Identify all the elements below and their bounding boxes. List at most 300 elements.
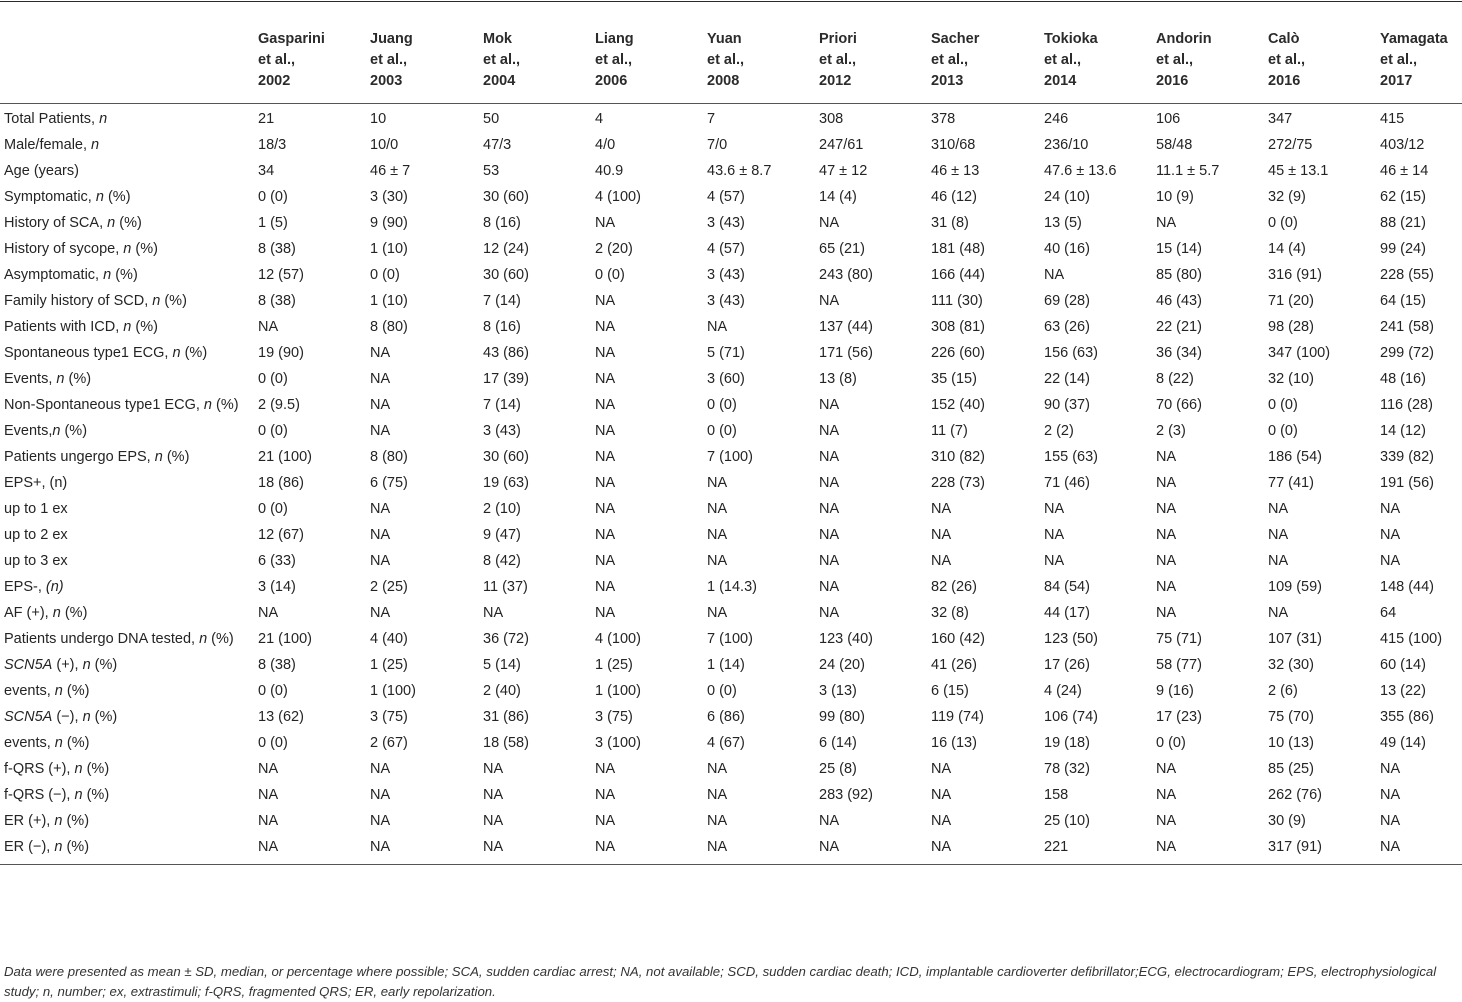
table-cell: 14 (4) [819,189,857,205]
table-row [0,158,1462,184]
table-cell: 40 (16) [1044,241,1090,257]
header-line: et al., [258,52,296,68]
row-label [0,782,254,808]
table-cell: 6 (86) [707,709,745,725]
table-cell: 109 (59) [1268,579,1323,595]
row-label-part: (%) [131,241,158,257]
row-label [0,392,254,418]
row-label [0,496,254,522]
table-row [0,340,1462,366]
table-cell: NA [595,501,616,517]
table-cell: 6 (33) [258,553,296,569]
table-cell: NA [931,501,952,517]
table-cell: NA [819,293,840,309]
row-label-part: (%) [180,345,208,361]
table-cell: 34 [258,163,275,179]
row-label-part: (%) [90,657,118,673]
study-comparison-table [0,26,1462,865]
table-cell: 0 (0) [707,683,737,699]
row-label-part: (%) [103,189,131,205]
table-cell: NA [707,475,728,491]
table-cell: 11 (7) [931,423,968,439]
table-cell: NA [1152,834,1264,865]
table-cell: NA [819,605,840,621]
row-label-part: n [52,605,61,621]
table-cell: 13 (22) [1380,683,1426,699]
header-line: et al., [1044,52,1082,68]
header-line: Tokioka [1044,31,1098,47]
table-cell: 99 (24) [1380,241,1426,257]
table-cell: NA [370,553,391,569]
table-cell: 4 (40) [370,631,408,647]
row-label-part: (+), [52,657,83,673]
table-cell: NA [370,397,391,413]
header-cell-study [254,26,366,104]
row-label-part: n [54,683,63,699]
table-cell: NA [707,553,728,569]
row-label-part: SCN5A [4,657,53,673]
table-cell: 9 (47) [483,527,521,543]
table-cell: 152 (40) [931,397,986,413]
table-row [0,132,1462,158]
table-cell: 2 (3) [1156,423,1186,439]
row-label [0,210,254,236]
table-cell: 2 (9.5) [258,397,300,413]
table-cell: 0 (0) [1268,397,1298,413]
table-cell: 347 (100) [1268,345,1331,361]
table-cell: NA [819,215,840,231]
header-line: Priori [819,31,857,47]
table-cell: NA [1156,449,1177,465]
table-cell: 75 (70) [1268,709,1314,725]
table-cell: NA [595,553,616,569]
table-cell: NA [819,813,840,829]
table-cell: 10 [370,111,387,127]
row-label-part: AF (+), [4,605,53,621]
table-cell: 1 (100) [370,683,416,699]
row-label-part: (%) [60,605,88,621]
table-cell: 166 (44) [931,267,986,283]
row-label-part: Events, [4,423,53,439]
row-label-part: (%) [162,449,190,465]
table-cell: 44 (17) [1044,605,1090,621]
table-cell: 106 (74) [1044,709,1099,725]
row-label-part: n [74,761,83,777]
table-cell: NA [819,475,840,491]
table-footnote: Data were presented as mean ± SD, median, or percentage where possible; SCA, sudden cardiac arrest; NA, not available; SCD, sudden cardiac death; ICD, implantable cardioverter defibrillator;ECG, electrocardiogram; EPS, electrophysiological study; n, number; ex, extrastimuli; f-QRS, fragmented QRS; ER, early repolarization. [4,964,1437,999]
table-cell: 7/0 [707,137,728,153]
header-cell-study [1264,26,1376,104]
row-label [0,704,254,730]
table-cell: NA [707,501,728,517]
row-label [0,574,254,600]
table-cell: NA [1380,813,1401,829]
table-cell: 0 (0) [258,423,288,439]
row-label-part: (%) [62,839,90,855]
table-cell: NA [595,527,616,543]
row-label-part: Asymptomatic, [4,267,104,283]
row-label-part: n [54,839,63,855]
table-row [0,704,1462,730]
table-cell: 221 [1040,834,1152,865]
table-cell: NA [595,761,616,777]
table-cell: 308 (81) [931,319,986,335]
table-cell: NA [1380,527,1401,543]
table-cell: 3 (43) [707,293,745,309]
table-cell: NA [819,423,840,439]
table-cell: 13 (62) [258,709,304,725]
table-cell: 243 (80) [819,267,874,283]
table-cell: 43 (86) [483,345,529,361]
header-line: Yamagata [1380,31,1448,47]
table-cell: NA [1156,579,1177,595]
header-line: Juang [370,31,413,47]
table-cell: NA [595,605,616,621]
table-cell: NA [258,787,279,803]
table-cell: NA [927,834,1040,865]
row-label [0,548,254,574]
table-cell: 8 (80) [370,319,408,335]
table-cell: 30 (60) [483,267,529,283]
table-cell: 2 (67) [370,735,408,751]
table-cell: 53 [483,163,500,179]
row-label-part: (%) [115,215,142,231]
row-label-part: (n) [45,579,64,595]
table-cell: 2 (10) [483,501,521,517]
table-cell: NA [1268,527,1289,543]
table-cell: NA [819,449,840,465]
row-label-part: n [56,371,65,387]
table-cell: NA [707,319,728,335]
table-cell: 19 (18) [1044,735,1090,751]
header-line: 2016 [1268,73,1301,89]
table-cell: 32 (30) [1268,657,1314,673]
table-cell: 4/0 [595,137,616,153]
table-cell: NA [1044,553,1065,569]
table-cell: 31 (86) [483,709,529,725]
table-row [0,600,1462,626]
table-cell: NA [1044,501,1065,517]
table-cell: NA [1156,761,1177,777]
table-cell: NA [931,553,952,569]
table-cell: 21 (100) [258,631,313,647]
table-cell: 3 (75) [595,709,633,725]
table-cell: 15 (14) [1156,241,1202,257]
row-label-part: (%) [131,319,158,335]
table-cell: 85 (25) [1268,761,1314,777]
table-cell: 228 (55) [1380,267,1435,283]
table-cell: 24 (10) [1044,189,1090,205]
header-line: 2004 [483,73,516,89]
row-label-part: History of sycope, [4,241,124,257]
table-cell: NA [370,371,391,387]
table-cell: 49 (14) [1380,735,1426,751]
table-cell: 8 (80) [370,449,408,465]
row-label-part: events, [4,683,55,699]
header-line: 2016 [1156,73,1189,89]
table-cell: NA [819,579,840,595]
table-cell: 3 (43) [707,267,745,283]
table-cell: 65 (21) [819,241,865,257]
row-label [0,104,254,133]
row-label [0,522,254,548]
row-label [0,834,254,865]
top-rule [0,1,1462,2]
table-cell: 64 [1380,605,1397,621]
table-cell: 45 ± 13.1 [1268,163,1329,179]
table-cell: 13 (5) [1044,215,1082,231]
header-line: et al., [595,52,633,68]
table-cell: 2 (2) [1044,423,1074,439]
row-label-part: up to 2 ex [4,527,68,543]
table-cell: 0 (0) [595,267,625,283]
table-cell: 98 (28) [1268,319,1314,335]
table-cell: 160 (42) [931,631,986,647]
table-cell: 64 (15) [1380,293,1426,309]
table-cell: 2 (6) [1268,683,1298,699]
row-label-part: Total Patients, [4,111,100,127]
row-label-part: (%) [90,709,118,725]
table-cell: NA [1156,605,1177,621]
table-cell: 0 (0) [1156,735,1186,751]
row-label-part: n [123,241,132,257]
table-cell: 10 (13) [1268,735,1314,751]
table-cell: NA [1268,501,1289,517]
table-cell: NA [815,834,927,865]
table-cell: 85 (80) [1156,267,1202,283]
table-row [0,808,1462,834]
table-cell: 123 (50) [1044,631,1099,647]
table-cell: 18 (58) [483,735,529,751]
table-cell: 8 (42) [483,553,521,569]
table-cell: NA [258,813,279,829]
row-label-part: n [103,267,112,283]
table-cell: 13 (8) [819,371,857,387]
header-line: Gasparini [258,31,325,47]
table-cell: 47.6 ± 13.6 [1044,163,1117,179]
header-cell-study [1040,26,1152,104]
row-label-part: (%) [62,683,90,699]
table-cell: 317 (91) [1264,834,1376,865]
table-cell: 283 (92) [819,787,874,803]
table-cell: 123 (40) [819,631,874,647]
row-label-part: History of SCA, [4,215,108,231]
row-label [0,184,254,210]
row-label-part: f-QRS (−), [4,787,75,803]
table-row [0,652,1462,678]
table-cell: 7 (14) [483,397,521,413]
table-cell: 58 (77) [1156,657,1202,673]
row-label-part: Symptomatic, [4,189,96,205]
table-cell: 8 (22) [1156,371,1194,387]
table-cell: NA [595,449,616,465]
header-line: Andorin [1156,31,1212,47]
table-cell: 77 (41) [1268,475,1314,491]
table-cell: 75 (71) [1156,631,1202,647]
table-cell: 299 (72) [1380,345,1435,361]
table-cell: 3 (14) [258,579,296,595]
table-cell: 12 (57) [258,267,304,283]
table-cell: 22 (21) [1156,319,1202,335]
table-cell: NA [370,813,391,829]
table-cell: NA [1268,605,1289,621]
table-cell: 70 (66) [1156,397,1202,413]
table-cell: 78 (32) [1044,761,1090,777]
table-cell: 58/48 [1156,137,1193,153]
table-cell: 4 (24) [1044,683,1082,699]
row-label-part: (%) [62,813,90,829]
table-cell: 0 (0) [1268,215,1298,231]
table-cell: 0 (0) [258,735,288,751]
row-label [0,340,254,366]
table-cell: 1 (25) [595,657,633,673]
table-cell: 355 (86) [1380,709,1435,725]
table-cell: NA [1156,215,1177,231]
row-label-part: n [82,709,91,725]
table-cell: 272/75 [1268,137,1313,153]
table-cell: 18 (86) [258,475,304,491]
table-cell: 8 (16) [483,215,521,231]
row-label-part: (%) [82,787,110,803]
row-label [0,626,254,652]
table-cell: 40.9 [595,163,624,179]
table-cell: NA [1156,553,1177,569]
table-cell: NA [595,215,616,231]
table-cell: NA [591,834,703,865]
table-cell: 11.1 ± 5.7 [1156,163,1220,179]
table-cell: 36 (34) [1156,345,1202,361]
header-line: 2008 [707,73,740,89]
table-cell: 17 (23) [1156,709,1202,725]
row-label-part: (%) [60,423,88,439]
table-cell: NA [258,319,279,335]
table-cell: 1 (25) [370,657,408,673]
table-cell: NA [595,813,616,829]
table-cell: 5 (14) [483,657,521,673]
table-cell: NA [707,527,728,543]
table-cell: NA [370,605,391,621]
row-label-part: (%) [111,267,138,283]
table-cell: 9 (90) [370,215,408,231]
row-label-part: n [91,137,100,153]
table-cell: 47/3 [483,137,512,153]
table-cell: NA [1380,761,1401,777]
row-label-part: f-QRS (+), [4,761,75,777]
table-cell: 25 (8) [819,761,857,777]
table-cell: 6 (75) [370,475,408,491]
header-line: et al., [931,52,969,68]
table-cell: NA [1044,527,1065,543]
table-cell: NA [254,834,366,865]
table-cell: NA [703,834,815,865]
table-cell: 11 (37) [483,579,528,595]
table-cell: 30 (9) [1268,813,1306,829]
table-cell: 4 (100) [595,631,641,647]
table-cell: 148 (44) [1380,579,1435,595]
table-cell: 191 (56) [1380,475,1435,491]
table-row [0,392,1462,418]
table-cell: 111 (30) [931,293,983,309]
table-cell: 30 (60) [483,449,529,465]
table-cell: NA [483,813,504,829]
row-label [0,158,254,184]
table-cell: 415 [1380,111,1405,127]
row-label-part: EPS-, [4,579,46,595]
table-cell: 43.6 ± 8.7 [707,163,772,179]
table-cell: 310/68 [931,137,976,153]
row-label [0,808,254,834]
table-cell: 41 (26) [931,657,977,673]
table-cell: 347 [1268,111,1293,127]
table-cell: 12 (24) [483,241,529,257]
table-cell: 0 (0) [258,683,288,699]
row-label-part: SCN5A [4,709,53,725]
row-label [0,314,254,340]
table-cell: NA [370,501,391,517]
table-cell: 171 (56) [819,345,874,361]
table-cell: 71 (46) [1044,475,1090,491]
table-cell: 18/3 [258,137,287,153]
table-cell: 156 (63) [1044,345,1099,361]
header-cell-study [1152,26,1264,104]
header-cell-study [366,26,479,104]
row-label [0,132,254,158]
table-row [0,574,1462,600]
row-label [0,288,254,314]
table-cell: 7 (14) [483,293,521,309]
header-line: et al., [483,52,521,68]
table-row [0,678,1462,704]
table-cell: 246 [1044,111,1069,127]
table-cell: 7 (100) [707,631,753,647]
header-cell-label [0,26,254,104]
table-cell: 0 (0) [258,371,288,387]
row-label [0,470,254,496]
table-cell: 4 (57) [707,241,745,257]
table-cell: 403/12 [1380,137,1425,153]
table-cell: 2 (40) [483,683,521,699]
table-cell: 21 [258,111,275,127]
table-cell: 137 (44) [819,319,874,335]
table-cell: NA [931,761,952,777]
table-cell: 46 (43) [1156,293,1202,309]
table-cell: 25 (10) [1044,813,1090,829]
table-row [0,314,1462,340]
table-cell: 47 ± 12 [819,163,868,179]
header-cell-study [591,26,703,104]
row-label-part: Age (years) [4,163,79,179]
row-label-part: n [172,345,181,361]
table-cell: NA [595,293,616,309]
table-cell: 1 (5) [258,215,288,231]
row-label-part: (%) [160,293,187,309]
table-cell: NA [1156,527,1177,543]
table-cell: NA [707,605,728,621]
table-cell: 90 (37) [1044,397,1090,413]
table-cell: 119 (74) [931,709,984,725]
table-cell: 22 (14) [1044,371,1090,387]
table-cell: 16 (13) [931,735,977,751]
header-line: et al., [370,52,408,68]
table-cell: 106 [1156,111,1181,127]
table-cell: NA [1380,501,1401,517]
table-cell: 310 (82) [931,449,986,465]
table-cell: 69 (28) [1044,293,1090,309]
table-cell: 1 (14.3) [707,579,757,595]
table-cell: 62 (15) [1380,189,1426,205]
header-cell-study [815,26,927,104]
table-cell: 339 (82) [1380,449,1435,465]
